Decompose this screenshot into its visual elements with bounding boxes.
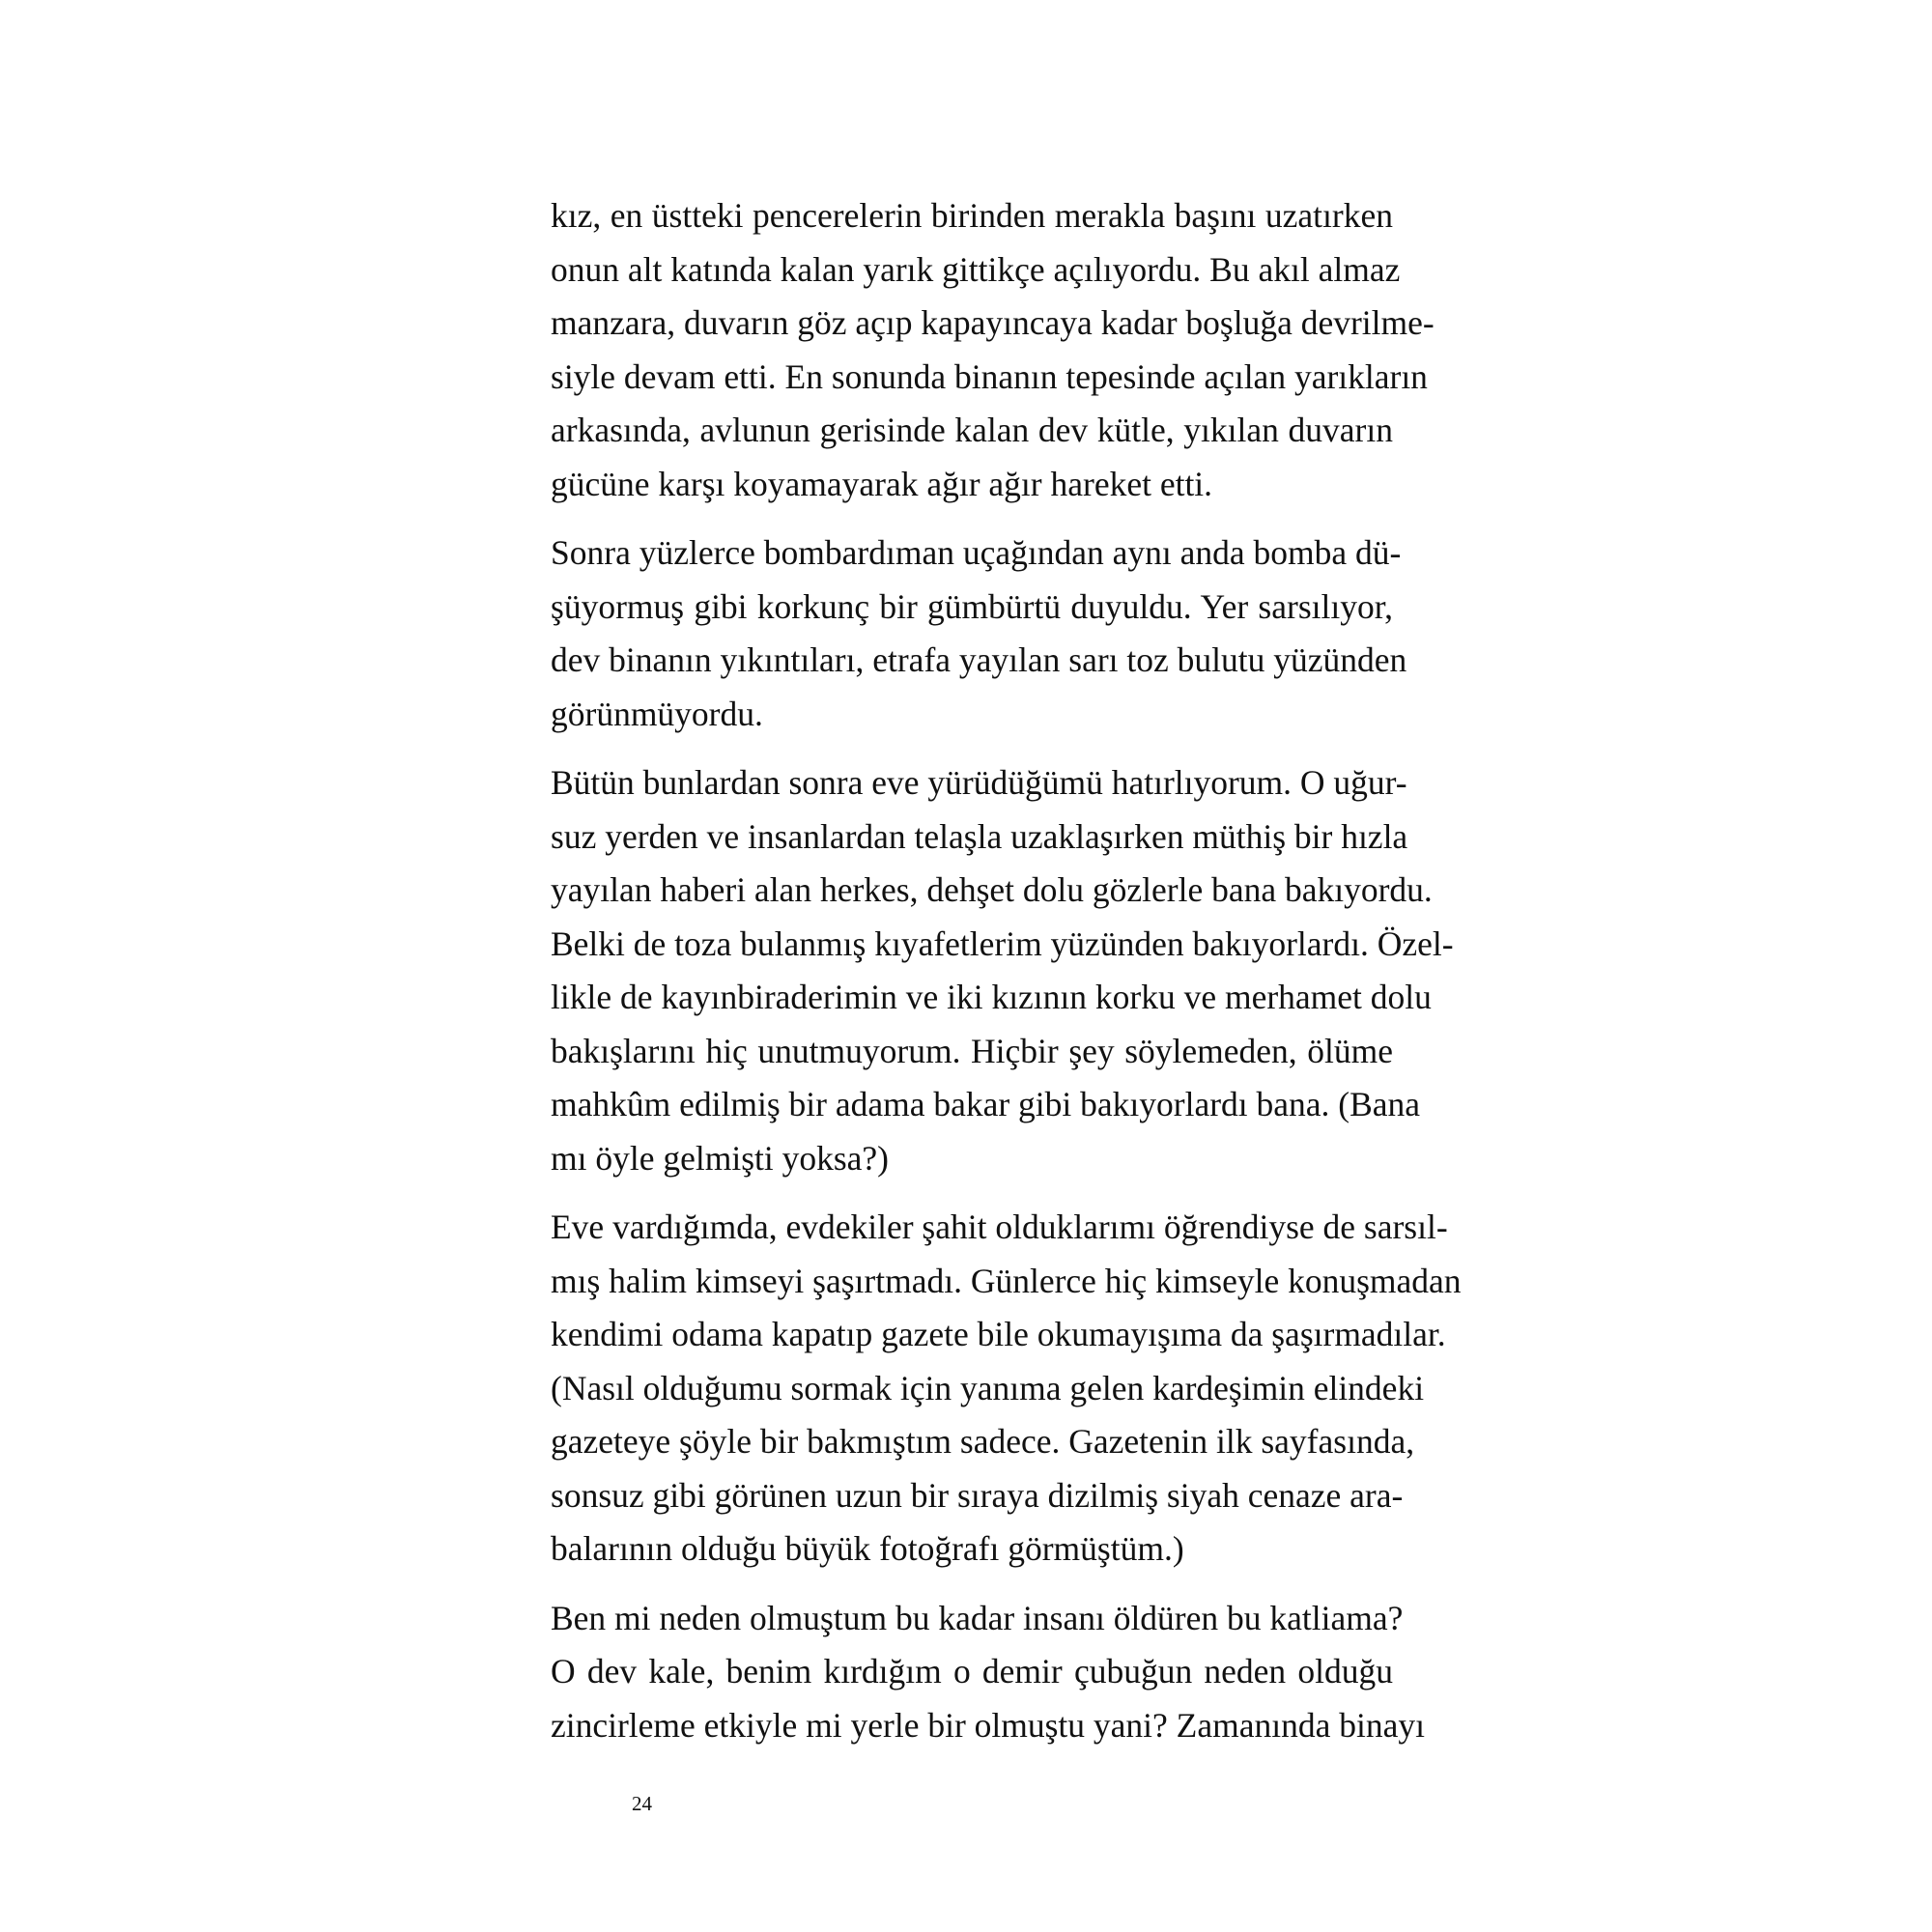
paragraph xyxy=(551,189,1435,511)
paragraph xyxy=(551,1201,1462,1577)
text-line: O dev kale, benim kırdığım o demir çubuğun neden olduğu xyxy=(551,1652,1393,1690)
text-line: kız, en üstteki pencerelerin birinden merakla başını uzatırken xyxy=(551,196,1393,235)
text-line: yayılan haberi alan herkes, dehşet dolu gözlerle bana bakıyordu. xyxy=(551,870,1433,909)
text-line: mı öyle gelmişti yoksa?) xyxy=(551,1138,890,1178)
text-line: (Nasıl olduğumu sormak için yanıma gelen kardeşimin elindeki xyxy=(551,1368,1425,1407)
text-line: kendimi odama kapatıp gazete bile okumayışıma da şaşırmadılar. xyxy=(551,1315,1446,1353)
text-line: görünmüyordu. xyxy=(551,694,763,733)
text-line: gücüne karşı koyamayarak ağır ağır hareket etti. xyxy=(551,464,1213,503)
text-line: mış halim kimseyi şaşırtmadı. Günlerce hiç kimseyle konuşmadan xyxy=(551,1261,1462,1300)
text-line: bakışlarını hiç unutmuyorum. Hiçbir şey söylemeden, ölüme xyxy=(551,1031,1393,1070)
text-line: gazeteye şöyle bir bakmıştım sadece. Gazetenin ilk sayfasında, xyxy=(551,1422,1415,1461)
text-line: Sonra yüzlerce bombardıman uçağından aynı anda bomba dü- xyxy=(551,533,1402,572)
text-line: zincirleme etkiyle mi yerle bir olmuştu yani? Zamanında binayı xyxy=(551,1705,1425,1745)
text-line: Belki de toza bulanmış kıyafetlerim yüzünden bakıyorlardı. Özel- xyxy=(551,923,1454,963)
text-line: siyle devam etti. En sonunda binanın tepesinde açılan yarıkların xyxy=(551,356,1428,396)
text-line: mahkûm edilmiş bir adama bakar gibi bakıyorlardı bana. (Bana xyxy=(551,1085,1421,1123)
text-line: suz yerden ve insanlardan telaşla uzaklaşırken müthiş bir hızla xyxy=(551,816,1408,856)
text-line: Bütün bunlardan sonra eve yürüdüğümü hatırlıyorum. O uğur- xyxy=(551,763,1407,802)
text-line: likle de kayınbiraderimin ve iki kızının korku ve merhamet dolu xyxy=(551,978,1432,1016)
body-text xyxy=(551,189,1462,1768)
text-line: dev binanın yıkıntıları, etrafa yayılan sarı toz bulutu yüzünden xyxy=(551,640,1407,679)
text-line: arkasında, avlunun gerisinde kalan dev kütle, yıkılan duvarın xyxy=(551,411,1393,449)
text-line: Ben mi neden olmuştum bu kadar insanı öldüren bu katliama? xyxy=(551,1598,1404,1637)
paragraph xyxy=(551,1592,1425,1753)
paragraph xyxy=(551,756,1454,1185)
page-number: 24 xyxy=(632,1792,652,1815)
text-line: onun alt katında kalan yarık gittikçe açılıyordu. Bu akıl almaz xyxy=(551,249,1401,289)
text-line: şüyormuş gibi korkunç bir gümbürtü duyuldu. Yer sarsılıyor, xyxy=(551,586,1393,626)
text-line: manzara, duvarın göz açıp kapayıncaya kadar boşluğa devrilme- xyxy=(551,303,1435,342)
text-line: balarının olduğu büyük fotoğrafı görmüştüm.) xyxy=(551,1529,1184,1568)
text-line: sonsuz gibi görünen uzun bir sıraya dizilmiş siyah cenaze ara- xyxy=(551,1475,1404,1515)
text-line: Eve vardığımda, evdekiler şahit olduklarımı öğrendiyse de sarsıl- xyxy=(551,1208,1448,1246)
paragraph xyxy=(551,526,1407,741)
